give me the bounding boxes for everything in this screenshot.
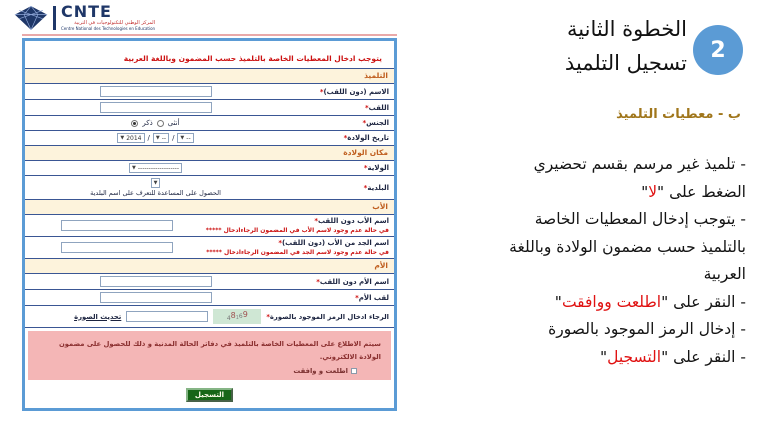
- captcha-label: [266, 313, 389, 321]
- step-title-line1: الخطوة الثانية: [567, 17, 687, 41]
- instruction-bullet: [436, 344, 746, 372]
- birth-date-label-text: تاريخ الولادة: [347, 134, 389, 142]
- section-father: الأب: [25, 200, 394, 215]
- logo-acronym: CNTE: [61, 2, 112, 21]
- instruction-bullet: [436, 261, 746, 289]
- required-mark: *: [316, 277, 320, 286]
- birth-day-value: --: [186, 134, 191, 142]
- captcha-digit: 4: [226, 314, 231, 322]
- required-mark: *: [278, 239, 282, 247]
- consent-notice-text: سيتم الاطلاع على المعطيات الخاصة بالتلميذ في دفاتر الحالة المدنية و ذلك للحصول على مضمون الولادة الالكتروني.: [58, 340, 381, 361]
- step-subtitle: ب - معطيات التلميذ: [616, 107, 741, 122]
- bullet-text: ": [599, 347, 608, 366]
- section-student: التلميذ: [25, 69, 394, 84]
- baladiya-help-link[interactable]: الحصول على المساعدة للتعرف على اسم البلدية: [90, 189, 221, 197]
- gender-female-radio[interactable]: [157, 120, 164, 127]
- wilaya-label-text: الولاية: [367, 164, 389, 172]
- father-name-label: [204, 217, 389, 225]
- row-surname: [25, 100, 394, 116]
- date-separator: /: [147, 134, 150, 142]
- mother-name-label: [281, 278, 389, 286]
- form-intro-text: يتوجب ادخال المعطيات الخاصة بالتلميذ حسب المضمون وباللغة العربية: [25, 41, 394, 69]
- grandfather-name-label: [204, 239, 389, 247]
- grandfather-name-note: في حالة عدم وجود لاسم الجد في المضمون الرجاءادخال *****: [206, 249, 389, 256]
- chevron-down-icon: ▼: [120, 135, 125, 141]
- bullet-text: الضغط على ": [657, 182, 746, 201]
- mother-name-label-text: اسم الأم دون اللقب: [319, 277, 389, 286]
- gender-male-label: ذكر: [142, 119, 153, 127]
- chevron-down-icon: ▼: [155, 135, 160, 141]
- required-mark: *: [363, 183, 368, 192]
- baladiya-label: [281, 184, 389, 192]
- agree-line: [38, 367, 357, 375]
- required-mark: *: [314, 217, 319, 225]
- surname-label-text: اللقب: [368, 103, 389, 112]
- father-name-label-text: اسم الأب دون اللقب: [318, 217, 389, 225]
- consent-notice: [28, 331, 391, 380]
- row-father-name: [25, 215, 394, 237]
- bullet-text: - يتوجب إدخال المعطيات الخاصة: [534, 210, 746, 228]
- gender-label: [281, 119, 389, 127]
- surname-label: [281, 104, 389, 112]
- row-captcha: [25, 306, 394, 328]
- mother-surname-input[interactable]: [100, 292, 212, 303]
- required-mark: *: [355, 293, 359, 302]
- surname-input[interactable]: [100, 102, 212, 113]
- logo-text: [61, 4, 155, 31]
- row-first-name: [25, 84, 394, 100]
- gender-male-radio[interactable]: [131, 120, 138, 127]
- bullet-text: العربية: [703, 265, 746, 283]
- baladiya-select[interactable]: [151, 178, 161, 188]
- birth-year-select[interactable]: [117, 133, 144, 143]
- first-name-label-text: الاسم (دون اللقب): [323, 87, 389, 96]
- section-mother: الأم: [25, 259, 394, 274]
- bullet-highlight: لا: [648, 182, 658, 201]
- row-grandfather-name: [25, 237, 394, 259]
- chevron-down-icon: ▼: [132, 165, 136, 171]
- required-mark: *: [364, 103, 369, 112]
- logo-separator: [53, 6, 56, 30]
- required-mark: *: [319, 87, 324, 96]
- instruction-bullet: [436, 289, 746, 317]
- row-birth-date: [25, 131, 394, 146]
- captcha-digit: 6: [238, 312, 243, 320]
- step-number-badge: 2: [693, 25, 743, 75]
- registration-form: [22, 38, 397, 411]
- bullet-text: ": [641, 182, 649, 201]
- row-baladiya: [25, 176, 394, 200]
- step-title: [565, 12, 687, 80]
- required-mark: *: [363, 164, 368, 172]
- baladiya-label-text: البلدية: [367, 183, 389, 192]
- bullet-text: بالتلميذ حسب مضمون الولادة وباللغة: [509, 237, 746, 256]
- captcha-image: [213, 309, 261, 324]
- birth-year-value: 2014: [126, 134, 142, 142]
- bullet-highlight: التسجيل: [607, 347, 662, 366]
- wilaya-select[interactable]: [129, 163, 182, 173]
- header-divider: [22, 34, 397, 36]
- chevron-down-icon: ▼: [153, 180, 158, 186]
- cnte-diamond-icon: [14, 5, 48, 31]
- agree-checkbox[interactable]: [351, 368, 357, 374]
- first-name-input[interactable]: [100, 86, 212, 97]
- bullet-text: ": [554, 292, 562, 311]
- birth-day-select[interactable]: [177, 133, 193, 143]
- mother-name-input[interactable]: [100, 276, 212, 287]
- required-mark: *: [266, 312, 270, 321]
- bullet-text: - النقر على ": [661, 292, 746, 311]
- refresh-captcha-link[interactable]: تحديث الصورة: [74, 312, 122, 321]
- cnte-logo: [14, 4, 155, 31]
- gender-female-label: أنثى: [167, 119, 180, 127]
- instruction-bullet: [436, 206, 746, 234]
- gender-label-text: الجنس: [366, 119, 389, 127]
- wilaya-value: -------------------: [137, 164, 179, 172]
- instruction-bullet: [436, 179, 746, 207]
- bullet-text: - إدخال الرمز الموجود بالصورة: [548, 320, 746, 338]
- birth-month-select[interactable]: [153, 133, 169, 143]
- captcha-digit: 8: [230, 311, 236, 320]
- required-mark: *: [362, 119, 367, 127]
- row-mother-surname: [25, 290, 394, 306]
- instruction-bullet: [436, 151, 746, 179]
- captcha-digit: 9: [242, 310, 248, 319]
- grandfather-name-input[interactable]: [61, 242, 173, 253]
- captcha-label-text: الرجاء ادخال الرمز الموجود بالصورة: [269, 312, 389, 321]
- bullet-text: - تلميذ غير مرسم بقسم تحضيري: [533, 155, 746, 173]
- submit-row: [25, 383, 394, 408]
- step-title-line2: تسجيل التلميذ: [564, 51, 687, 75]
- grandfather-name-label-text: اسم الجد من الأب (دون اللقب): [281, 239, 389, 247]
- logo-tagline-arabic: المركز الوطني للتكنولوجيات في التربية: [74, 20, 156, 26]
- first-name-label: [281, 88, 389, 96]
- logo-tagline-french: Centre National des Technologies en Education: [61, 26, 156, 31]
- section-birthplace: مكان الولادة: [25, 146, 394, 161]
- captcha-input[interactable]: [126, 311, 208, 322]
- required-mark: *: [343, 134, 348, 142]
- father-name-note: في حالة عدم وجود لاسم الأب في المضمون الرجاءادخال *****: [205, 227, 389, 234]
- father-name-input[interactable]: [61, 220, 173, 231]
- instruction-bullet: [436, 316, 746, 344]
- mother-surname-label: [281, 294, 389, 302]
- row-mother-name: [25, 274, 394, 290]
- instruction-bullets: [436, 151, 746, 371]
- date-separator: /: [172, 134, 175, 142]
- bullet-highlight: اطلعت ووافقت: [561, 292, 662, 311]
- mother-surname-label-text: لقب الأم: [358, 293, 389, 302]
- submit-button[interactable]: التسجيل: [186, 388, 233, 402]
- row-wilaya: [25, 161, 394, 176]
- birth-month-value: --: [161, 134, 167, 142]
- wilaya-label: [281, 164, 389, 172]
- captcha-digit: 1: [235, 315, 239, 321]
- instruction-bullet: [436, 234, 746, 262]
- bullet-text: - النقر على ": [661, 347, 746, 366]
- chevron-down-icon: ▼: [180, 135, 185, 141]
- agree-label: اطلعت و وافقت: [293, 366, 348, 375]
- row-gender: [25, 116, 394, 131]
- birth-date-label: [281, 134, 389, 142]
